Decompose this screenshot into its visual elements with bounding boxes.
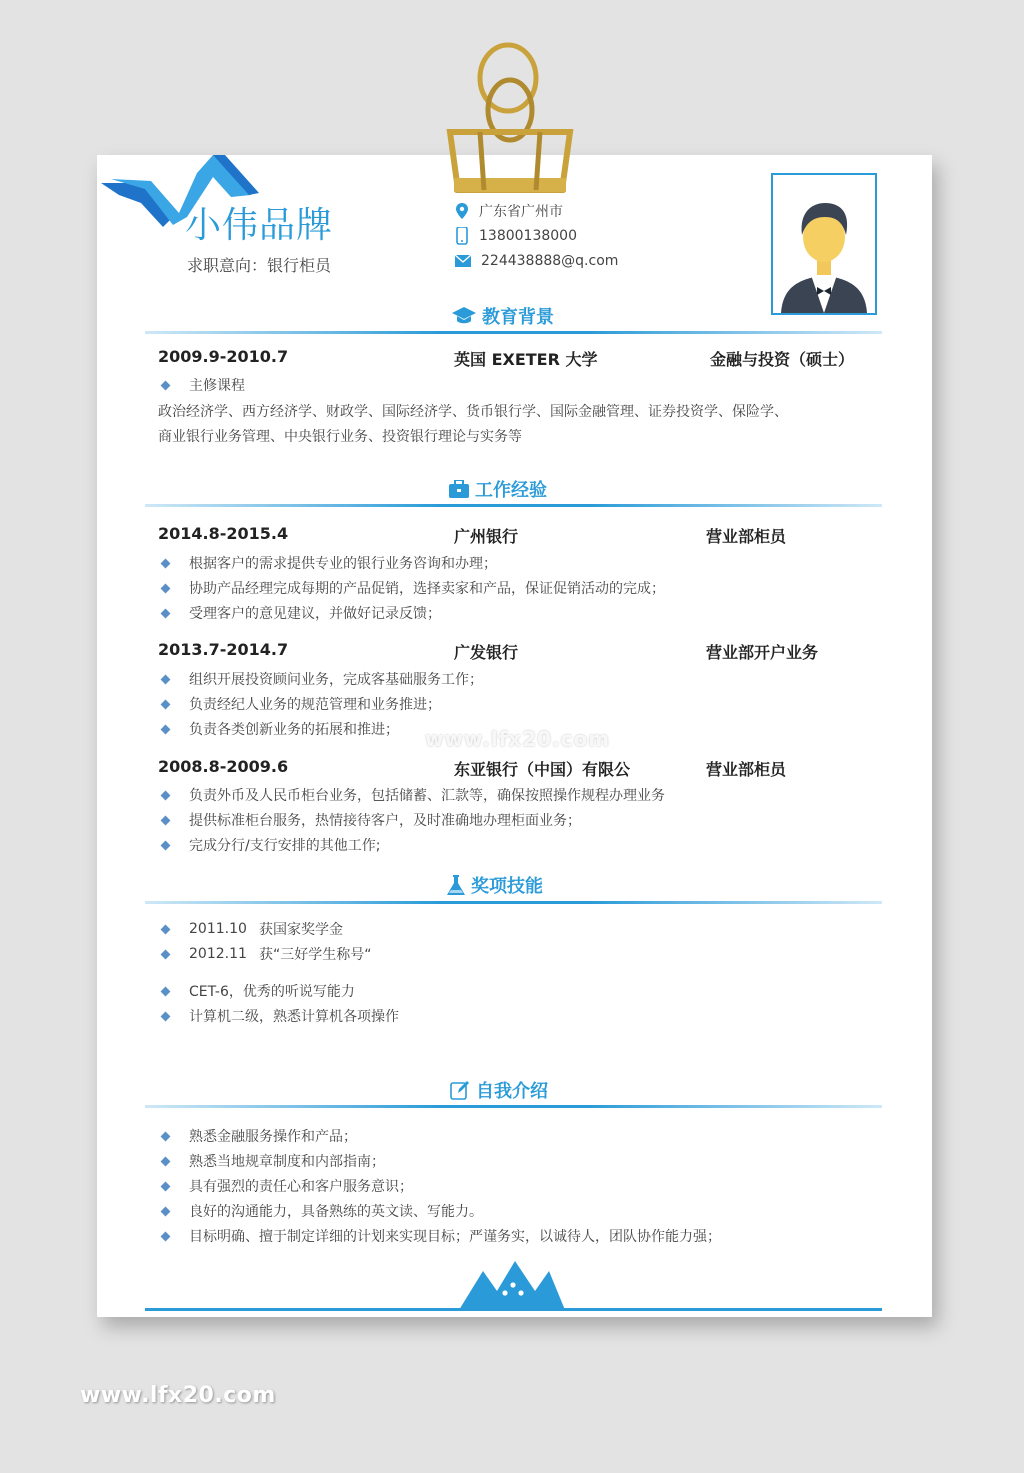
contact-email — [455, 253, 618, 269]
job-duty — [160, 835, 380, 855]
divider-education — [145, 331, 882, 334]
footer-watermark: www.lfx20.com — [80, 1383, 276, 1408]
award-item — [160, 919, 343, 939]
bullet-diamond-icon — [161, 674, 171, 684]
bullet-diamond-icon — [161, 924, 171, 934]
bullet-diamond-icon — [161, 1011, 171, 1021]
award-year: 2012.11 — [189, 946, 247, 962]
section-title-work — [449, 476, 547, 502]
avatar-icon — [773, 175, 875, 313]
mountain-footer-icon — [145, 1261, 882, 1313]
job-duty — [160, 785, 665, 805]
skill-item — [160, 1006, 399, 1026]
self-text: 目标明确、擅于制定详细的计划来实现目标；严谨务实，以诚待人，团队协作能力强； — [189, 1229, 721, 1245]
graduation-cap-icon — [452, 307, 476, 325]
flask-icon — [447, 875, 465, 895]
location-pin-icon — [455, 203, 469, 219]
self-text: 良好的沟通能力，具备熟练的英文读、写能力。 — [189, 1204, 483, 1220]
work-title: 工作经验 — [475, 480, 547, 501]
duty-text: 组织开展投资顾问业务，完成客基础服务工作； — [189, 672, 483, 688]
education-major: 金融与投资（硕士） — [710, 350, 855, 369]
section-title-self — [450, 1077, 548, 1103]
email-text: 224438888@q.com — [481, 253, 619, 269]
binder-clip-icon — [440, 40, 580, 200]
job-duty — [160, 669, 483, 689]
duty-text: 负责外币及人民币柜台业务，包括储蓄、汇款等，确保按照操作规程办理业务 — [189, 788, 665, 804]
job-duty — [160, 603, 441, 623]
duty-text: 负责经纪人业务的规范管理和业务推进； — [189, 697, 441, 713]
job-period: 2008.8-2009.6 — [158, 757, 289, 776]
award-text: 获“三好学生称号“ — [259, 947, 372, 963]
bullet-diamond-icon — [161, 558, 171, 568]
bullet-diamond-icon — [161, 1131, 171, 1141]
award-text: 获国家奖学金 — [259, 922, 343, 938]
job-position: 营业部开户业务 — [706, 643, 819, 662]
courses-line-2: 商业银行业务管理、中央银行业务、投资银行理论与实务等 — [158, 429, 522, 445]
bullet-diamond-icon — [161, 583, 171, 593]
self-text: 熟悉金融服务操作和产品； — [189, 1129, 357, 1145]
self-item — [160, 1176, 413, 1196]
divider-work — [145, 504, 882, 507]
phone-icon — [455, 227, 469, 245]
job-company: 东亚银行（中国）有限公 — [454, 760, 631, 779]
mail-icon — [455, 255, 471, 267]
bullet-diamond-icon — [161, 380, 171, 390]
bullet-diamond-icon — [161, 986, 171, 996]
education-title: 教育背景 — [482, 307, 554, 328]
job-position: 营业部柜员 — [706, 527, 787, 546]
bullet-diamond-icon — [161, 724, 171, 734]
course-label-item — [160, 375, 245, 395]
contact-location — [455, 201, 563, 221]
self-title: 自我介绍 — [476, 1081, 548, 1102]
job-duty — [160, 810, 581, 830]
job-duty — [160, 694, 441, 714]
duty-text: 负责各类创新业务的拓展和推进； — [189, 722, 399, 738]
avatar-photo — [771, 173, 877, 315]
watermark-text: www.lfx20.com — [425, 727, 611, 751]
divider-awards — [145, 901, 882, 904]
bullet-diamond-icon — [161, 815, 171, 825]
job-company: 广州银行 — [454, 527, 519, 546]
awards-title: 奖项技能 — [471, 876, 543, 897]
duty-text: 提供标准柜台服务，热情接待客户，及时准确地办理柜面业务； — [189, 813, 581, 829]
job-position: 营业部柜员 — [706, 760, 787, 779]
education-school: 英国 EXETER 大学 — [454, 350, 598, 369]
location-text: 广东省广州市 — [479, 204, 563, 220]
course-label: 主修课程 — [189, 378, 245, 394]
skill-text: CET-6，优秀的听说写能力 — [189, 984, 355, 1000]
contact-phone — [455, 227, 577, 245]
self-item — [160, 1126, 357, 1146]
duty-text: 受理客户的意见建议，并做好记录反馈； — [189, 606, 441, 622]
edit-icon — [450, 1080, 470, 1100]
self-text: 熟悉当地规章制度和内部指南； — [189, 1154, 385, 1170]
courses-line-1: 政治经济学、西方经济学、财政学、国际经济学、货币银行学、国际金融管理、证券投资学、保险学、 — [158, 404, 788, 420]
self-item — [160, 1226, 721, 1246]
duty-text: 协助产品经理完成每期的产品促销，选择卖家和产品，保证促销活动的完成； — [189, 581, 665, 597]
section-title-education — [452, 303, 554, 329]
education-period: 2009.9-2010.7 — [158, 347, 289, 366]
self-text: 具有强烈的责任心和客户服务意识； — [189, 1179, 413, 1195]
bullet-diamond-icon — [161, 1231, 171, 1241]
divider-self — [145, 1105, 882, 1108]
skill-item — [160, 981, 355, 1001]
job-period: 2014.8-2015.4 — [158, 524, 289, 543]
bullet-diamond-icon — [161, 608, 171, 618]
bullet-diamond-icon — [161, 840, 171, 850]
phone-text: 13800138000 — [479, 228, 577, 244]
briefcase-icon — [449, 480, 469, 498]
job-company: 广发银行 — [454, 643, 519, 662]
bullet-diamond-icon — [161, 949, 171, 959]
job-duty — [160, 719, 399, 739]
job-duty — [160, 578, 665, 598]
job-duty — [160, 553, 497, 573]
award-year: 2011.10 — [189, 921, 247, 937]
self-item — [160, 1151, 385, 1171]
award-item — [160, 944, 372, 964]
job-period: 2013.7-2014.7 — [158, 640, 289, 659]
bullet-diamond-icon — [161, 1156, 171, 1166]
skill-text: 计算机二级，熟悉计算机各项操作 — [189, 1009, 399, 1025]
self-item — [160, 1201, 483, 1221]
bullet-diamond-icon — [161, 790, 171, 800]
bullet-diamond-icon — [161, 699, 171, 709]
duty-text: 根据客户的需求提供专业的银行业务咨询和办理； — [189, 556, 497, 572]
section-title-awards — [447, 872, 543, 898]
bullet-diamond-icon — [161, 1181, 171, 1191]
candidate-name: 小伟品牌 — [185, 205, 334, 246]
job-intent: 求职意向：银行柜员 — [187, 256, 332, 275]
bullet-diamond-icon — [161, 1206, 171, 1216]
duty-text: 完成分行/支行安排的其他工作; — [189, 838, 381, 854]
